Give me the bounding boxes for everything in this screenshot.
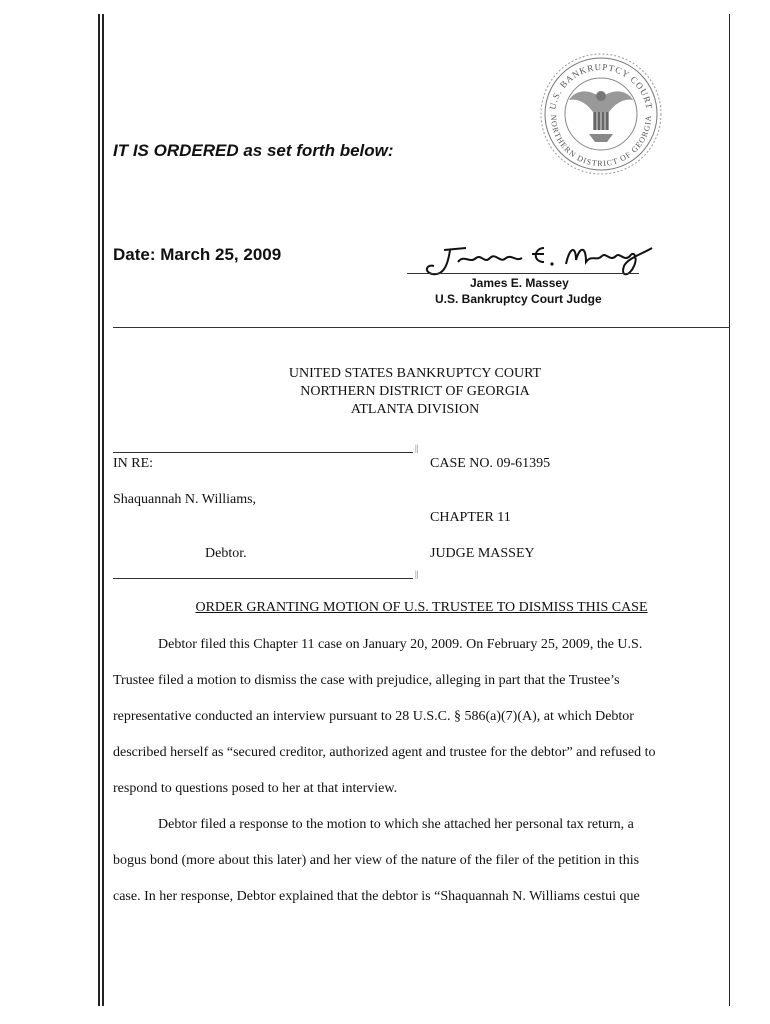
body-line: representative conducted an interview pursuant to 28 U.S.C. § 586(a)(7)(A), at which Debtor [113, 709, 634, 724]
body-line: Debtor filed this Chapter 11 case on January 20, 2009. On February 25, 2009, the U.S. [158, 637, 643, 652]
judge-label: JUDGE MASSEY [430, 546, 535, 561]
body-line: case. In her response, Debtor explained that the debtor is “Shaquannah N. Williams cestui que [113, 889, 640, 904]
caption-bottom-rule [113, 578, 413, 579]
debtor-label: Debtor. [205, 546, 247, 561]
chapter-label: CHAPTER 11 [430, 510, 511, 525]
body-line: Trustee filed a motion to dismiss the case with prejudice, alleging in part that the Trustee’s [113, 673, 620, 688]
order-title: ORDER GRANTING MOTION OF U.S. TRUSTEE TO DISMISS THIS CASE [195, 600, 648, 615]
body-line: described herself as “secured creditor, authorized agent and trustee for the debtor” and refused to [113, 745, 656, 760]
case-number: CASE NO. 09-61395 [430, 456, 551, 471]
header-divider [113, 327, 730, 328]
court-division: ATLANTA DIVISION [350, 402, 480, 417]
body-line: Debtor filed a response to the motion to which she attached her personal tax return, a [158, 817, 634, 832]
caption-bottom-tick: || [415, 569, 419, 579]
court-district: NORTHERN DISTRICT OF GEORGIA [300, 384, 530, 399]
order-heading: IT IS ORDERED as set forth below: [113, 141, 394, 160]
seal-text-bottom: NORTHERN DISTRICT OF GEORGIA [548, 114, 654, 169]
order-date: Date: March 25, 2009 [113, 245, 282, 264]
body-line: respond to questions posed to her at that interview. [113, 781, 398, 796]
seal-text-top: U.S. BANKRUPTCY COURT [547, 61, 655, 111]
in-re-label: IN RE: [113, 456, 154, 471]
court-name: UNITED STATES BANKRUPTCY COURT [288, 366, 542, 381]
caption-top-tick: || [415, 443, 419, 453]
debtor-name: Shaquannah N. Williams, [113, 492, 257, 507]
right-margin-line [729, 14, 730, 1006]
caption-top-rule [113, 452, 413, 453]
left-margin-line [98, 14, 100, 1006]
signature-line [407, 273, 639, 274]
judge-name: James E. Massey [470, 276, 569, 290]
left-margin-line-inner [102, 14, 104, 1006]
court-seal-icon [537, 50, 665, 176]
judge-title: U.S. Bankruptcy Court Judge [435, 292, 602, 306]
body-line: bogus bond (more about this later) and her view of the nature of the filer of the petition in this [113, 853, 640, 868]
